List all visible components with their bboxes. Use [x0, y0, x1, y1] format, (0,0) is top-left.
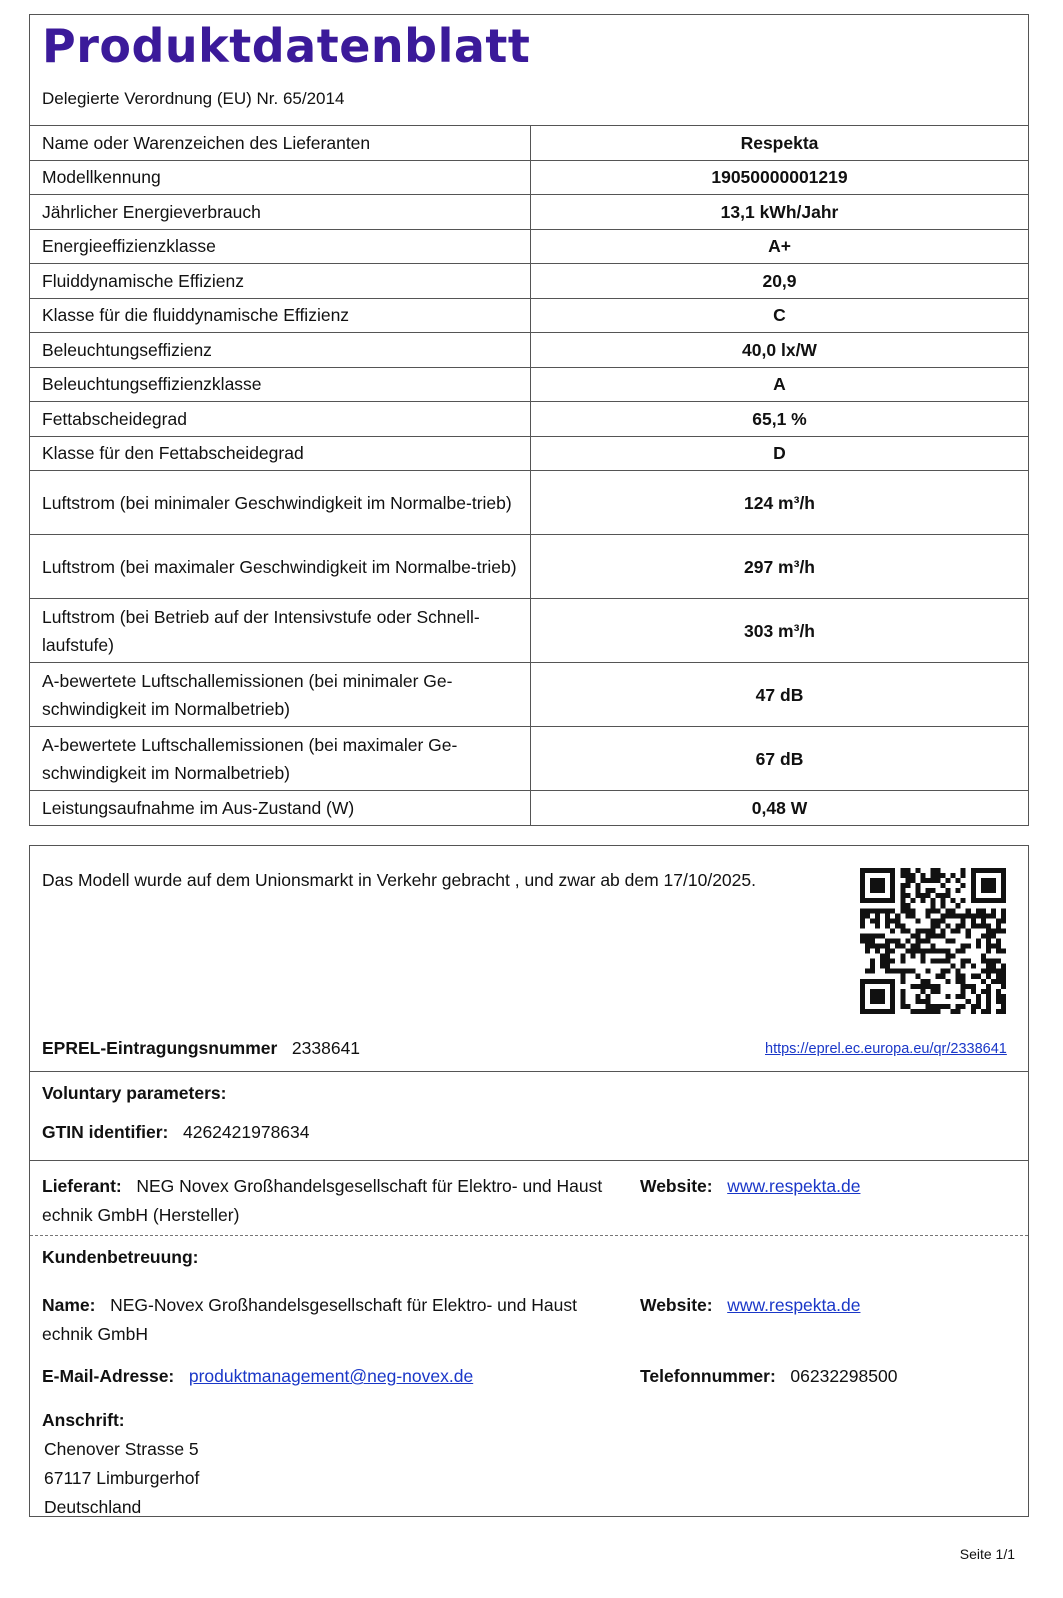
spec-label: Luftstrom (bei Betrieb auf der Intensivstufe oder Schnell-laufstufe): [30, 599, 531, 663]
spec-label: Beleuchtungseffizienzklasse: [30, 367, 531, 402]
spec-label: Fettabscheidegrad: [30, 402, 531, 437]
phone-value: 06232298500: [790, 1366, 898, 1386]
spec-label: A-bewertete Luftschallemissionen (bei maximaler Ge-schwindigkeit im Normalbetrieb): [30, 727, 531, 791]
spec-value: 297 m³/h: [531, 535, 1029, 599]
spec-value: 20,9: [531, 264, 1029, 299]
spec-value: 40,0 lx/W: [531, 333, 1029, 368]
address-street: Chenover Strasse 5: [44, 1439, 199, 1459]
spec-label: Klasse für die fluiddynamische Effizienz: [30, 298, 531, 333]
voluntary-heading: Voluntary parameters:: [42, 1083, 227, 1103]
spec-row: [30, 791, 1029, 826]
spec-value: A: [531, 367, 1029, 402]
spec-value: 65,1 %: [531, 402, 1029, 437]
spec-value: 0,48 W: [531, 791, 1029, 826]
spec-label: Energieeffizienzklasse: [30, 229, 531, 264]
spec-value: D: [531, 436, 1029, 471]
address-block: [44, 1435, 199, 1522]
customer-name-line1: NEG-Novex Großhandelsgesellschaft für Elektro- und Haust: [110, 1295, 577, 1315]
gtin-value: 4262421978634: [182, 1122, 310, 1142]
customer-name-block: [42, 1291, 577, 1349]
address-city: 67117 Limburgerhof: [44, 1468, 200, 1488]
eprel-link[interactable]: https://eprel.ec.europa.eu/qr/2338641: [765, 1041, 1007, 1057]
customer-name-line2: echnik GmbH: [42, 1324, 149, 1344]
page-title: Produktdatenblatt: [42, 19, 531, 73]
spec-label: Jährlicher Energieverbrauch: [30, 195, 531, 230]
spec-label: Klasse für den Fettabscheidegrad: [30, 436, 531, 471]
info-section: [29, 845, 1029, 1517]
customer-name-label: Name:: [42, 1295, 96, 1315]
divider: [30, 1160, 1028, 1161]
spec-value: 303 m³/h: [531, 599, 1029, 663]
spec-value: C: [531, 298, 1029, 333]
email-row: [42, 1366, 473, 1387]
spec-row: [30, 599, 1029, 663]
spec-row: [30, 160, 1029, 195]
spec-value: A+: [531, 229, 1029, 264]
spec-row: [30, 195, 1029, 230]
page-number: Seite 1/1: [959, 1546, 1015, 1562]
supplier-website-link[interactable]: www.respekta.de: [727, 1176, 861, 1196]
spec-label: A-bewertete Luftschallemissionen (bei minimaler Ge-schwindigkeit im Normalbetrieb): [30, 663, 531, 727]
spec-value: 124 m³/h: [531, 471, 1029, 535]
spec-row: [30, 471, 1029, 535]
gtin-row: [42, 1122, 310, 1143]
supplier-name-line1: NEG Novex Großhandelsgesellschaft für Elektro- und Haust: [136, 1176, 603, 1196]
spec-row: [30, 126, 1029, 161]
dashed-divider: [30, 1235, 1028, 1236]
market-text: Das Modell wurde auf dem Unionsmarkt in Verkehr gebracht , und zwar ab dem 17/10/2025.: [42, 870, 756, 890]
customer-website-label: Website:: [640, 1295, 713, 1315]
customer-website-link[interactable]: www.respekta.de: [727, 1295, 861, 1315]
customer-service-heading: Kundenbetreuung:: [42, 1247, 199, 1267]
spec-row: [30, 333, 1029, 368]
spec-label: Modellkennung: [30, 160, 531, 195]
product-data-sheet: [29, 14, 1029, 826]
spec-row: [30, 535, 1029, 599]
spec-row: [30, 367, 1029, 402]
address-country: Deutschland: [44, 1497, 142, 1517]
spec-row: [30, 727, 1029, 791]
spec-value: Respekta: [531, 126, 1029, 161]
email-link[interactable]: produktmanagement@neg-novex.de: [188, 1366, 474, 1386]
spec-row: [30, 264, 1029, 299]
divider: [30, 1071, 1028, 1072]
supplier-name-line2: echnik GmbH (Hersteller): [42, 1205, 240, 1225]
spec-row: [30, 436, 1029, 471]
supplier-block: [42, 1172, 602, 1230]
eprel-number: 2338641: [291, 1038, 361, 1058]
spec-label: Beleuchtungseffizienz: [30, 333, 531, 368]
spec-table: [29, 125, 1029, 826]
spec-label: Luftstrom (bei maximaler Geschwindigkeit im Normalbe-trieb): [30, 535, 531, 599]
spec-label: Leistungsaufnahme im Aus-Zustand (W): [30, 791, 531, 826]
eprel-row: [42, 1038, 360, 1059]
qr-code[interactable]: [860, 868, 1006, 1014]
supplier-website-row: [640, 1172, 860, 1201]
address-label: Anschrift:: [42, 1410, 125, 1430]
spec-row: [30, 298, 1029, 333]
gtin-label: GTIN identifier:: [42, 1122, 169, 1142]
phone-label: Telefonnummer:: [640, 1366, 776, 1386]
spec-value: 67 dB: [531, 727, 1029, 791]
phone-row: [640, 1366, 897, 1387]
spec-row: [30, 402, 1029, 437]
email-label: E-Mail-Adresse:: [42, 1366, 175, 1386]
supplier-website-label: Website:: [640, 1176, 713, 1196]
spec-value: 47 dB: [531, 663, 1029, 727]
customer-website-row: [640, 1291, 860, 1320]
spec-label: Name oder Warenzeichen des Lieferanten: [30, 126, 531, 161]
regulation-subtitle: Delegierte Verordnung (EU) Nr. 65/2014: [42, 89, 345, 108]
spec-row: [30, 229, 1029, 264]
supplier-label: Lieferant:: [42, 1176, 122, 1196]
spec-row: [30, 663, 1029, 727]
spec-label: Fluiddynamische Effizienz: [30, 264, 531, 299]
eprel-label: EPREL-Eintragungsnummer: [42, 1038, 278, 1058]
spec-value: 19050000001219: [531, 160, 1029, 195]
spec-label: Luftstrom (bei minimaler Geschwindigkeit im Normalbe-trieb): [30, 471, 531, 535]
spec-value: 13,1 kWh/Jahr: [531, 195, 1029, 230]
